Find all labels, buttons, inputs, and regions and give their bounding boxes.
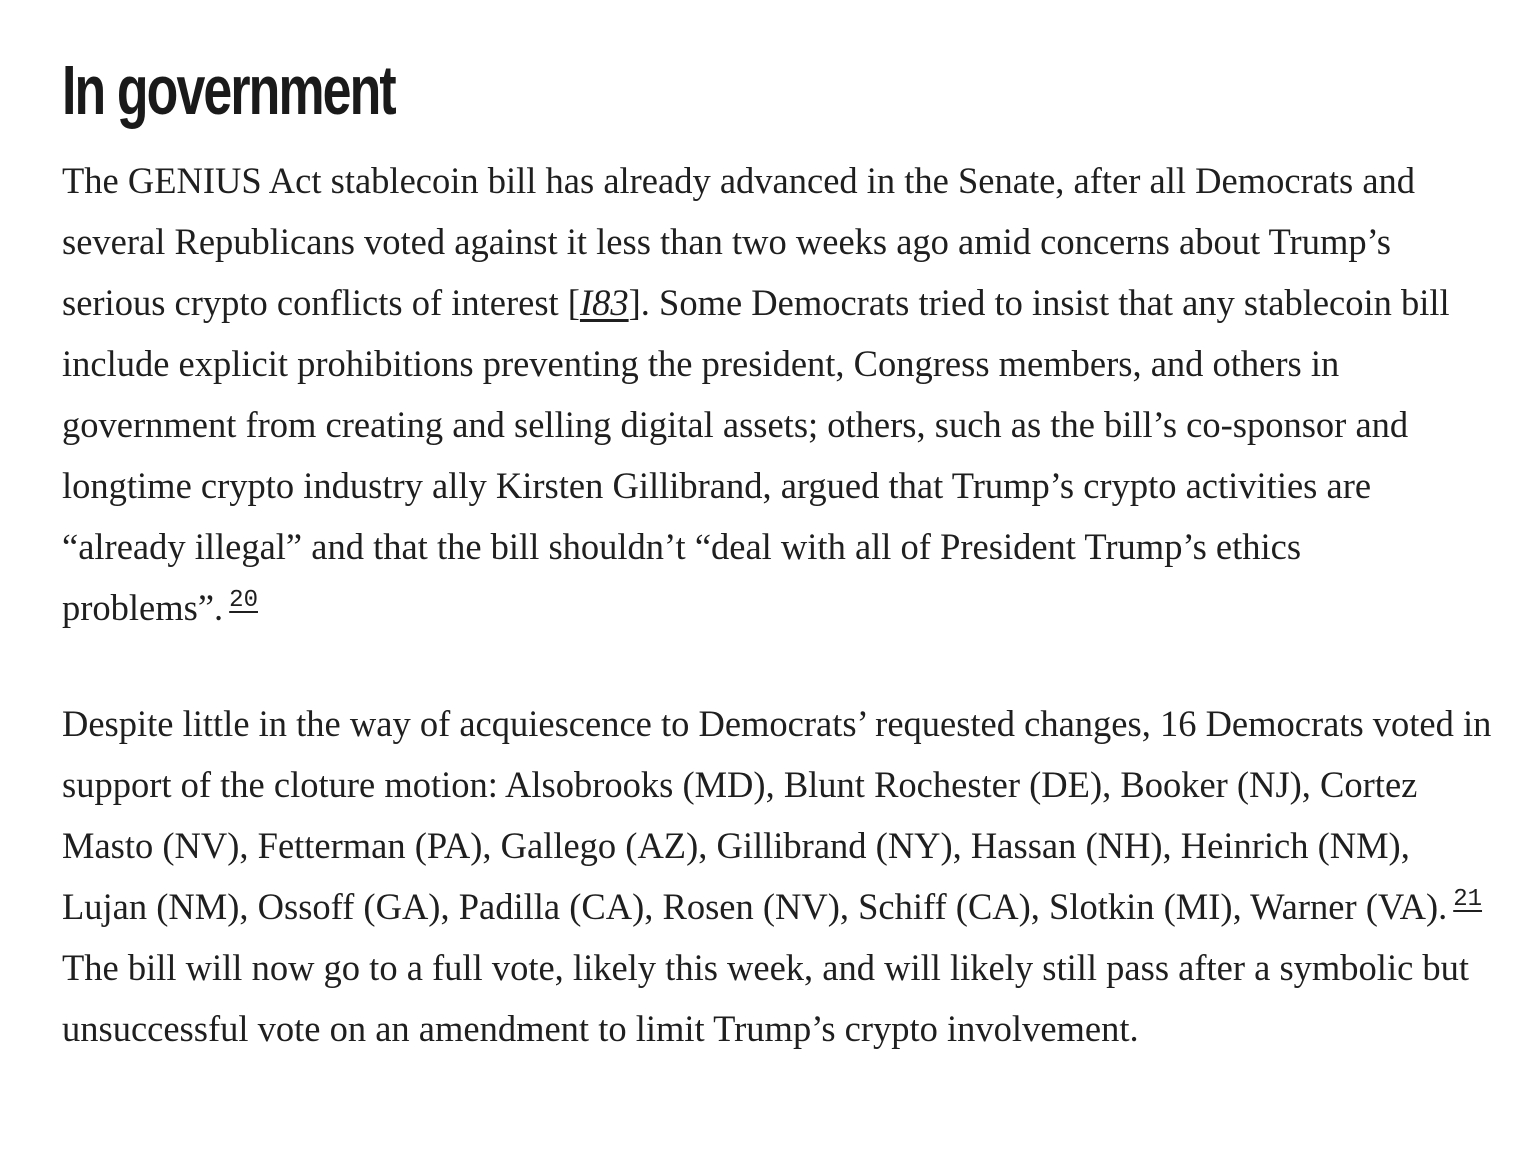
footnote-link-21[interactable]: 21 — [1453, 886, 1483, 913]
paragraph-text: The GENIUS Act stablecoin bill has already advanced in the Senate, after all Democrats and several Republicans voted against it less than two weeks ago amid concerns about Trump’s serious crypto conflicts of interest [ — [62, 160, 1416, 323]
citation-link[interactable]: I83 — [579, 282, 629, 323]
footnote-link-20[interactable]: 20 — [229, 587, 258, 614]
paragraph-cloture-vote — [62, 693, 1502, 1059]
paragraph-text: ]. Some Democrats tried to insist that any stablecoin bill include explicit prohibitions preventing the president, Congress members, and others in government from creating and selling digital assets; others, such as the bill’s co-sponsor and longtime crypto industry ally Kirsten Gillibrand, argued that Trump’s crypto activities are “already illegal” and that the bill shouldn’t “deal with all of President Trump’s ethics problems”. — [62, 282, 1450, 628]
paragraph-genius-act — [62, 150, 1502, 638]
paragraph-text: The bill will now go to a full vote, likely this week, and will likely still pass after a symbolic but unsuccessful vote on an amendment to limit Trump’s crypto involvement. — [62, 947, 1470, 1049]
article-body — [62, 48, 1502, 1059]
section-heading: In government — [62, 51, 395, 129]
paragraph-text: Despite little in the way of acquiescence to Democrats’ requested changes, 16 Democrats voted in support of the cloture motion: Alsobrooks (MD), Blunt Rochester (DE), Booker (NJ), Cortez Masto (NV), Fetterman (PA), Gallego (AZ), Gillibrand (NY), Hassan (NH), Heinrich (NM), Lujan (NM), Ossoff (GA), Padilla (CA), Rosen (NV), Schiff (CA), Slotkin (MI), Warner (VA). — [62, 703, 1492, 927]
